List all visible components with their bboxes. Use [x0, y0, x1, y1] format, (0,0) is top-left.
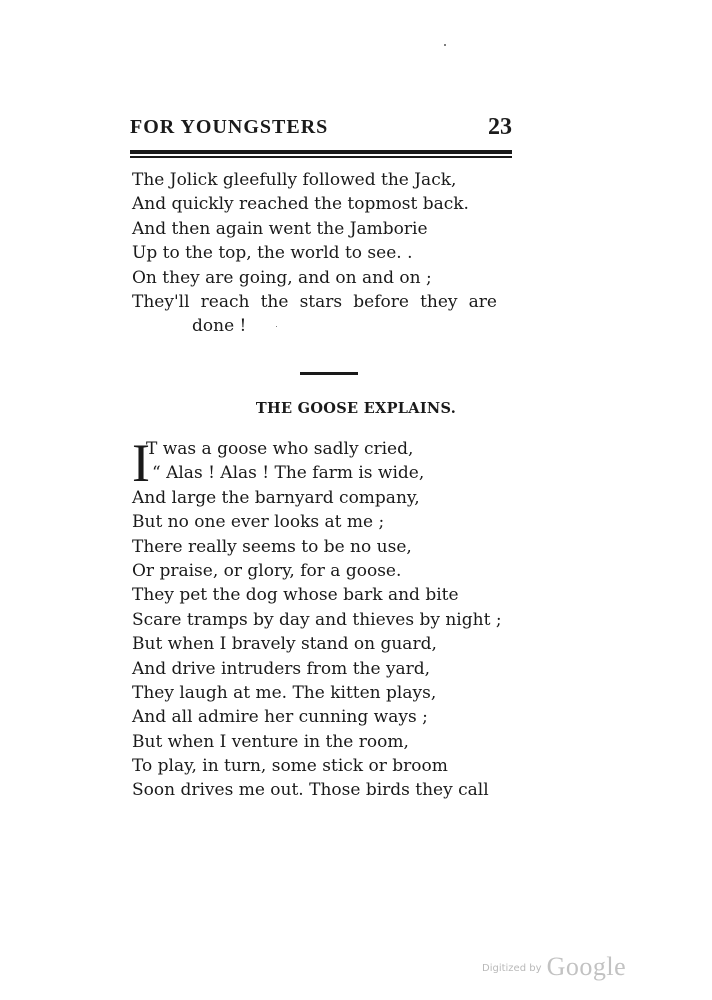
poem-two [132, 433, 502, 803]
poem-line: But no one ever looks at me ; [132, 512, 385, 533]
header-rule-thick [130, 150, 512, 154]
poem-line: To play, in turn, some stick or broom [132, 756, 448, 777]
poem-line: And all admire her cunning ways ; [132, 707, 428, 728]
poem-line: The Jolick gleefully followed the Jack, [132, 170, 457, 190]
poem-line: There really seems to be no use, [132, 536, 412, 557]
poem-line: Or praise, or glory, for a goose. [132, 560, 402, 581]
poem-line: T was a goose who sadly cried, [146, 439, 414, 459]
poem-line: done ! [192, 316, 247, 337]
poem-line: And large the barnyard company, [132, 487, 420, 508]
watermark-prefix: Digitized by [482, 963, 542, 974]
poem-line: But when I bravely stand on guard, [132, 634, 437, 655]
poem-line: On they are going, and on and on ; [132, 267, 432, 288]
poem-line: Up to the top, the world to see. . [132, 243, 413, 264]
google-logo: Google [546, 952, 627, 981]
section-divider [300, 372, 358, 375]
poem-line: “ Alas ! Alas ! The farm is wide, [152, 463, 425, 484]
poem-one [132, 168, 497, 339]
google-watermark [482, 952, 626, 982]
poem-line: And drive intruders from the yard, [132, 658, 431, 679]
poem-line: And then again went the Jamborie [132, 218, 428, 239]
running-head [130, 116, 512, 144]
running-title: FOR YOUNGSTERS [130, 116, 329, 138]
poem-line: But when I venture in the room, [132, 731, 409, 752]
poem-line: They'll reach the stars before they are [132, 291, 497, 312]
poem-line: They laugh at me. The kitten plays, [132, 682, 437, 703]
ink-speck [444, 44, 446, 46]
header-rule-thin [130, 156, 512, 158]
poem-line: And quickly reached the topmost back. [132, 194, 469, 215]
poem-line: Scare tramps by day and thieves by night ; [132, 609, 502, 630]
page-number: 23 [488, 114, 512, 140]
drop-cap: I [132, 433, 150, 493]
poem-line: Soon drives me out. Those birds they call [132, 780, 489, 801]
poem-title: THE GOOSE EXPLAINS. [255, 400, 457, 417]
poem-line: They pet the dog whose bark and bite [132, 585, 459, 606]
